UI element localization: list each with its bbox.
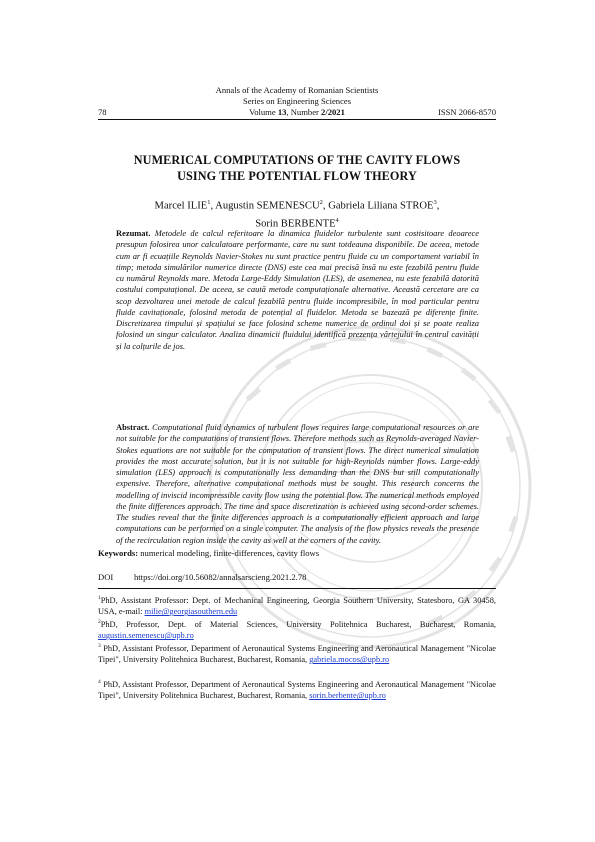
- issn: ISSN 2066-8570: [437, 107, 496, 117]
- author-separator: ,: [436, 200, 440, 212]
- paper-title: [98, 152, 496, 184]
- abstract-romanian-text: Metodele de calcul referitoare la dinamica fluidelor turbulente sunt costisitoare deoarece presupun folosirea unor calculatoare performante, care nu sunt totdeauna disponibile. De aceea, metode cum ar fi ecuațiile Reynolds Navier-Stokes nu sunt practice pentru fluide cu un comportament variabil în timp; metoda simulărilor numerice directe (DNS) este cea mai precisă însă nu este fezabilă pentru fluide cu numărul Reynolds mare. Metoda Large-Eddy Simulation (LES), de asemenea, nu este fezabilă datorită costului computațional. De aceea, se caută metode computaționale alternative. Această cercetare are ca scop dezvoltarea unei metode de calcul fezabilă pentru fluide incompresibile, în mod particular pentru fluide cavitaționale, folosind metoda de potențial al fluidelor. Metoda se bazează pe diferențe finite. Discretizarea timpului și spațiului se face folosind scheme numerice de ordinul doi și se poate realiza folosind un singur calculator. Analiza dinamicii fluidului identifică prezența vârtejului în centrul cavității și la colțurile de jos.: [116, 228, 479, 351]
- author-separator: ,: [210, 200, 216, 212]
- abstract-english: [116, 422, 479, 546]
- author-list: [98, 196, 496, 231]
- doi-label: DOI: [98, 572, 114, 582]
- title-line-1: NUMERICAL COMPUTATIONS OF THE CAVITY FLOWS: [133, 153, 461, 167]
- doi-link[interactable]: https://doi.org/10.56082/annalsarscieng.2021.2.78: [134, 572, 307, 582]
- authors-line-1: [98, 196, 496, 214]
- author-1: Marcel ILIE: [154, 200, 208, 212]
- volume-prefix: Volume: [249, 107, 278, 117]
- volume-number: 13: [277, 107, 287, 117]
- journal-series: Series on Engineering Sciences: [242, 96, 352, 106]
- footnote-1-number: 1: [98, 595, 101, 601]
- abstract-english-text: Computational fluid dynamics of turbulent flows requires large computational resources or are not suitable for the computations of transient flows. Therefore methods such as Reynolds-averaged Navier-Stokes equations are not suitable for the computation of transient flows. The direct numerical simulation provides the most accurate solution, but it is not suitable for high-Reynolds number flows. Large-eddy simulation (LES) approach is computationally less demanding than the DNS but still computationally expensive. Therefore, alternative computational methods must be sought. This research concerns the modelling of inviscid incompressible cavity flow using the potential flow. The numerical methods employed the finite differences approach. The time and space discretization is achieved using second-order schemes. The studies reveal that the finite differences approach is a computationally efficient approach and large computations can be performed on a single computer. The analysis of the flow physics reveals the presence of the recirculation region inside the cavity as well at the corners of the cavity.: [116, 422, 479, 545]
- author-1-affil: 1: [207, 199, 211, 206]
- footnote-2-email[interactable]: augustin.semenescu@upb.ro: [98, 631, 194, 641]
- footnote-3-text: PhD, Assistant Professor, Department of Aeronautical Systems Engineering and Aeronautical Management "Nicolae Tipei", University Politehnica Bucharest, Bucharest, Romania,: [98, 643, 496, 665]
- abstract-english-label: Abstract.: [116, 422, 150, 432]
- author-separator: ,: [322, 200, 329, 212]
- author-2: Augustin SEMENESCU: [215, 200, 320, 212]
- header-divider: [98, 119, 496, 120]
- abstract-romanian-label: Rezumat.: [116, 228, 151, 238]
- title-line-2: USING THE POTENTIAL FLOW THEORY: [177, 169, 417, 183]
- volume-info: [98, 107, 496, 118]
- footnote-1: [98, 593, 496, 618]
- footnote-1-text: PhD, Assistant Professor: Dept. of Mechanical Engineering, Georgia Southern University, Statesboro, GA 30458, USA, e-mail:: [98, 595, 496, 617]
- running-header: [98, 85, 496, 107]
- keywords: [98, 548, 496, 559]
- footnote-3-email[interactable]: gabriela.mocos@upb.ro: [309, 655, 390, 665]
- author-3: Gabriela Liliana STROE: [328, 200, 434, 212]
- footnote-3: [98, 641, 496, 666]
- footnote-4-text: PhD, Assistant Professor, Department of Aeronautical Systems Engineering and Aeronautical Management "Nicolae Tipei", University Politehnica Bucharest, Bucharest, Romania,: [98, 679, 496, 701]
- issue-number: 2/2021: [321, 107, 345, 117]
- journal-name: Annals of the Academy of Romanian Scientists: [215, 85, 379, 95]
- footnote-2-number: 2: [98, 619, 101, 625]
- keywords-label: Keywords:: [98, 548, 139, 558]
- page-number: 78: [98, 107, 107, 117]
- author-2-affil: 2: [319, 199, 323, 206]
- footnote-4-number: 4: [98, 679, 101, 685]
- abstract-romanian: [116, 228, 479, 352]
- number-prefix: , Number: [286, 107, 322, 117]
- footnote-1-email[interactable]: milie@georgiasouthern.edu: [144, 607, 238, 617]
- footnote-2-text: PhD, Professor, Dept. of Material Sciences, University Politehnica Bucharest, Bucharest, Romania,: [100, 619, 496, 629]
- author-4: Sorin BERBENTE: [255, 218, 336, 230]
- footnote-divider: [98, 588, 496, 589]
- keywords-text: numerical modeling, finite-differences, cavity flows: [138, 548, 320, 558]
- footnote-4: [98, 677, 496, 702]
- footnote-3-number: 3: [98, 643, 101, 649]
- author-3-affil: 3: [433, 199, 437, 206]
- footnote-2: [98, 617, 496, 642]
- footnote-4-email[interactable]: sorin.berbente@upb.ro: [309, 691, 386, 701]
- author-4-affil: 4: [335, 216, 339, 224]
- doi-line: [98, 572, 496, 583]
